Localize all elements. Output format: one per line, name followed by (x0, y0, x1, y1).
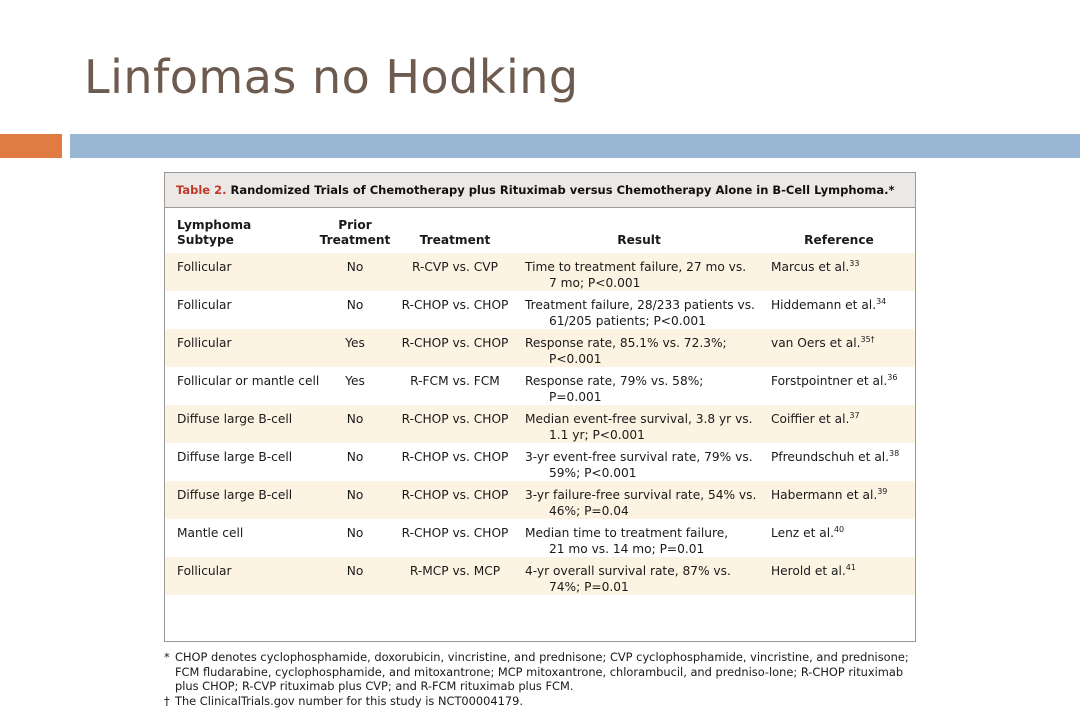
cell-subtype: Follicular (165, 253, 315, 291)
table-row (165, 557, 915, 595)
result-line1: 3-yr event-free survival rate, 79% vs. (525, 450, 753, 464)
header-prior-treatment (315, 208, 395, 253)
cell-treatment: R-CHOP vs. CHOP (395, 405, 515, 443)
cell-treatment: R-CHOP vs. CHOP (401, 450, 509, 464)
cell-reference (763, 367, 915, 405)
cell-subtype: Follicular or mantle cell (177, 374, 320, 388)
cell-treatment: R-CHOP vs. CHOP (395, 329, 515, 367)
cell-treatment: R-CHOP vs. CHOP (401, 298, 509, 312)
table-row (165, 481, 915, 519)
cell-subtype: Diffuse large B-cell (177, 450, 293, 464)
reference-text: Marcus et al. (771, 260, 850, 274)
table-row (165, 443, 915, 481)
table-caption-text: Randomized Trials of Chemotherapy plus Rituximab versus Chemotherapy Alone in B-Cell Lymphoma.* (230, 183, 895, 197)
result-line1: Median time to treatment failure, (525, 526, 729, 540)
result-line1: Response rate, 85.1% vs. 72.3%; (525, 336, 727, 350)
reference-number: 38 (889, 448, 900, 458)
result-line2: 46%; P=0.04 (549, 504, 629, 518)
result-line1: 3-yr failure-free survival rate, 54% vs. (525, 488, 757, 502)
reference-number: 39 (877, 486, 888, 496)
footnote (164, 694, 916, 709)
title-accent-bar (0, 134, 62, 158)
cell-reference (763, 329, 915, 367)
cell-result (515, 253, 763, 291)
result-line1: 4-yr overall survival rate, 87% vs. (525, 564, 731, 578)
result-line2: 1.1 yr; P<0.001 (549, 428, 645, 442)
reference-text: Coiffier et al. (771, 412, 850, 426)
cell-prior: Yes (315, 329, 395, 367)
cell-result (515, 443, 763, 481)
cell-treatment: R-CHOP vs. CHOP (395, 481, 515, 519)
result-line1: Median event-free survival, 3.8 yr vs. (525, 412, 753, 426)
header-result: Result (617, 233, 661, 247)
trials-table (165, 208, 915, 595)
table-row (165, 367, 915, 405)
cell-result (515, 329, 763, 367)
cell-reference (763, 253, 915, 291)
cell-result (515, 557, 763, 595)
result-line1: Treatment failure, 28/233 patients vs. (525, 298, 755, 312)
cell-prior: No (315, 405, 395, 443)
cell-prior: Yes (345, 374, 365, 388)
cell-reference (763, 443, 915, 481)
result-line2: P=0.001 (549, 390, 602, 404)
table-row (165, 291, 915, 329)
result-line2: 7 mo; P<0.001 (549, 276, 641, 290)
cell-reference (763, 291, 915, 329)
cell-treatment: R-CHOP vs. CHOP (401, 526, 509, 540)
cell-subtype: Diffuse large B-cell (165, 481, 315, 519)
reference-number: 36 (887, 372, 898, 382)
reference-number: 40 (833, 524, 845, 534)
footnote-text: CHOP denotes cyclophosphamide, doxorubicin, vincristine, and prednisone; CVP cyclophosphamide, vincristine, and prednisone; FCM fludarabine, cyclophosphamide, and mitoxantrone; MCP mitoxantrone, chlorambucil, and predniso-lone; R-CHOP rituximab plus CHOP; R-CVP rituximab plus CVP; and R-FCM rituximab plus FCM. (175, 650, 909, 693)
reference-number: 35† (860, 334, 875, 344)
footnote-mark: * (164, 650, 170, 664)
cell-prior: No (315, 481, 395, 519)
reference-text: Pfreundschuh et al. (771, 450, 890, 464)
cell-prior: No (346, 526, 364, 540)
cell-subtype: Follicular (165, 329, 315, 367)
trials-table-figure (164, 172, 916, 642)
header-reference: Reference (804, 233, 874, 247)
cell-reference (763, 519, 915, 557)
cell-prior: No (315, 557, 395, 595)
cell-subtype: Mantle cell (177, 526, 244, 540)
cell-reference (763, 557, 915, 595)
cell-result (515, 519, 763, 557)
table-row (165, 405, 915, 443)
reference-number: 33 (849, 258, 860, 268)
cell-result (515, 291, 763, 329)
cell-result (515, 405, 763, 443)
cell-prior: No (315, 253, 395, 291)
reference-number: 34 (876, 296, 887, 306)
reference-text: Lenz et al. (771, 526, 834, 540)
result-line2: 59%; P<0.001 (549, 466, 637, 480)
cell-prior: No (346, 298, 364, 312)
cell-treatment: R-CVP vs. CVP (395, 253, 515, 291)
title-divider-bar (70, 134, 1080, 158)
cell-subtype: Follicular (177, 298, 232, 312)
cell-subtype: Follicular (165, 557, 315, 595)
reference-number: 41 (845, 562, 856, 572)
result-line1: Time to treatment failure, 27 mo vs. (525, 260, 747, 274)
cell-subtype: Diffuse large B-cell (165, 405, 315, 443)
table-footnotes (164, 650, 916, 708)
slide-title: Linfomas no Hodking (84, 50, 579, 104)
reference-text: Hiddemann et al. (771, 298, 877, 312)
table-row (165, 519, 915, 557)
result-line2: 61/205 patients; P<0.001 (549, 314, 706, 328)
cell-prior: No (346, 450, 364, 464)
table-header-row (165, 208, 915, 253)
table-caption (165, 173, 915, 208)
table-caption-label: Table 2. (176, 183, 227, 197)
footnote-mark: † (164, 693, 170, 708)
reference-text: Forstpointner et al. (771, 374, 888, 388)
cell-reference (763, 481, 915, 519)
reference-text: Habermann et al. (771, 488, 878, 502)
reference-text: van Oers et al. (771, 336, 861, 350)
cell-result (515, 367, 763, 405)
result-line1: Response rate, 79% vs. 58%; (525, 374, 704, 388)
cell-result (515, 481, 763, 519)
table-row (165, 253, 915, 291)
result-line2: 74%; P=0.01 (549, 580, 629, 594)
result-line2: P<0.001 (549, 352, 602, 366)
reference-text: Herold et al. (771, 564, 846, 578)
header-lymphoma-subtype: Lymphoma Subtype (177, 218, 252, 247)
header-prior-line1: Prior (338, 218, 372, 232)
cell-reference (763, 405, 915, 443)
footnote-text: The ClinicalTrials.gov number for this study is NCT00004179. (175, 693, 523, 708)
table-row (165, 329, 915, 367)
cell-treatment: R-FCM vs. FCM (410, 374, 500, 388)
footnote (164, 650, 916, 694)
cell-treatment: R-MCP vs. MCP (395, 557, 515, 595)
reference-number: 37 (849, 410, 860, 420)
header-treatment: Treatment (419, 233, 491, 247)
header-prior-line2: Treatment (319, 233, 391, 247)
result-line2: 21 mo vs. 14 mo; P=0.01 (549, 542, 705, 556)
